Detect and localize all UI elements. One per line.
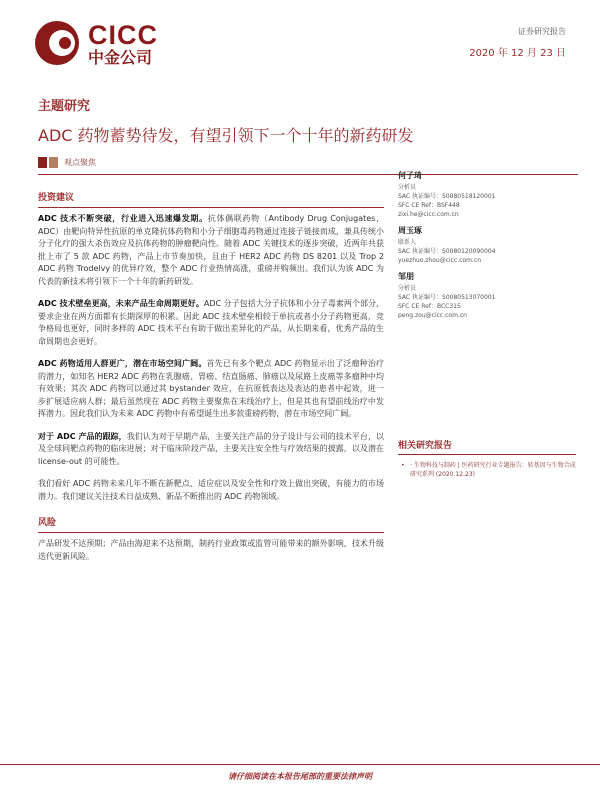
analyst-sac: SAC 执证编号：S0080513070001 bbox=[398, 294, 496, 301]
paragraph-4-lead: 对于 ADC 产品的跟踪， bbox=[38, 431, 127, 441]
investment-heading: 投资建议 bbox=[38, 193, 75, 203]
logo-text-cn: 中金公司 bbox=[88, 48, 153, 67]
risk-rule bbox=[38, 532, 384, 533]
risk-paragraph: 产品研发不达预期；产品由海迎来不达预期，制药行业政策或监管可能带来的额外影响，技术升级迭代更新风险。 bbox=[38, 539, 384, 561]
paragraph-1-lead: ADC 技术不断突破，行业进入迅速爆发期。 bbox=[38, 214, 208, 223]
analyst-role: 分析员 bbox=[398, 184, 417, 191]
side-spacer bbox=[398, 326, 576, 438]
paragraph-4 bbox=[38, 431, 384, 469]
related-reports-heading: 相关研究报告 bbox=[398, 441, 453, 451]
report-type: 证券研究报告 bbox=[518, 27, 566, 36]
report-title: ADC 药物蓄势待发，有望引领下一个十年的新药研发 bbox=[38, 126, 414, 145]
related-rule bbox=[398, 454, 576, 455]
analyst-sfc: SFC CE Ref：BCC315 bbox=[398, 303, 461, 310]
analyst-email[interactable]: zixi.he@cicc.com.cn bbox=[398, 211, 459, 218]
report-date: 2020 年 12 月 23 日 bbox=[469, 48, 566, 59]
analyst-sac: SAC 执证编号：S0080120090004 bbox=[398, 248, 496, 255]
analyst-card bbox=[398, 271, 576, 320]
analyst-column bbox=[398, 170, 576, 479]
paragraph-1 bbox=[38, 213, 384, 288]
analyst-email[interactable]: peng.zou@cicc.com.cn bbox=[398, 312, 467, 319]
report-category: 主题研究 bbox=[38, 99, 91, 114]
paragraph-3 bbox=[38, 358, 384, 421]
tag-marker-dark bbox=[38, 157, 47, 168]
legal-notice: 请仔细阅读在本报告尾部的重要法律声明 bbox=[228, 772, 372, 781]
analyst-name: 何子琦 bbox=[398, 171, 422, 180]
tag-label: 观点聚焦 bbox=[64, 158, 96, 167]
paragraph-3-lead: ADC 药物适用人群更广，潜在市场空间广阔。 bbox=[38, 359, 207, 368]
analyst-role: 分析员 bbox=[398, 285, 417, 292]
footer-divider bbox=[0, 764, 600, 765]
paragraph-4-body: 我们认为对于早期产品，主要关注产品的分子设计与公司的技术平台，以及全球同靶点药物的临床进展；对于临床阶段产品，主要关注安全性与疗效结果的披露，以及潜在 license-out 的可能性。 bbox=[38, 431, 384, 466]
analyst-sac: SAC 执证编号：S0080518120001 bbox=[398, 193, 496, 200]
paragraph-2-lead: ADC 技术壁垒更高，未来产品生命周期更好。 bbox=[38, 299, 204, 308]
analyst-card bbox=[398, 225, 576, 265]
logo-text-en: CICC bbox=[88, 20, 158, 50]
analyst-card bbox=[398, 170, 576, 219]
analyst-name: 周玉琢 bbox=[398, 226, 422, 235]
analyst-name: 邹朋 bbox=[398, 272, 414, 281]
paragraph-3-body: 首先已有多个靶点 ADC 药物显示出了泛瘤种治疗的潜力，如知名 HER2 ADC 药物在乳腺癌、胃癌、结直肠癌、肺癌以及尿路上皮癌等多瘤种中均有效果；其次 ADC 药物可以通过其 bystander 效应，在抗原低表达及表达的患者中起效，进一步扩展适应病人群；最后虽然现在 ADC 药物主要聚焦在末线治疗上，但是其也有望前线治疗中发挥潜力。因此我们认为未来 ADC 药物中有希望诞生出多款重磅药物，潜在市场空间广阔。 bbox=[38, 359, 384, 418]
heading-rule bbox=[38, 207, 384, 208]
cicc-logo-icon bbox=[34, 20, 80, 66]
paragraph-1-body: 抗体偶联药物（Antibody Drug Conjugates，ADC）由靶向特异性抗原的单克隆抗体药物和小分子细胞毒药物通过连接子链接而成，兼具传统小分子化疗的强大杀伤效应及抗体药物的肿瘤靶向性。随着 ADC 关键技术的逐步突破，近两年共获批上市了 5 款 ADC 药物，产品上市节奏加快，且由于 HER2 ADC 药物 DS 8201 以及 Trop 2 ADC 药物 Trodelvy 的优异疗效，整个 ADC 行业热情高涨，重磅并购频出。我们认为该 ADC 为代表的新技术将引领下一个十年的新药研发。 bbox=[38, 214, 385, 286]
paragraph-2-body: ADC 分子包括大分子抗体和小分子毒素两个部分，要求企业在两方面都有长期深厚的积累。因此 ADC 技术壁垒相较于单抗或者小分子药物更高，竞争格局也更好，同时多样的 ADC 技术平台有助于做出差异化的产品，从长期来看，优秀产品的生命周期也会更好。 bbox=[38, 299, 384, 346]
main-column bbox=[38, 190, 384, 573]
paragraph-5: 我们看好 ADC 药物未来几年不断在新靶点、适应症以及安全性和疗效上做出突破，有能力的市场潜力。我们建议关注技术日益成熟、新品不断推出的 ADC 药物领域。 bbox=[38, 479, 384, 501]
analyst-role: 联系人 bbox=[398, 239, 417, 246]
analyst-sfc: SFC CE Ref：BSF448 bbox=[398, 202, 460, 209]
related-report-link[interactable]: • · 生物科技与制药 | 医药研究行业专题报告：转基因与生物合成研究系列 (2020.12.23) bbox=[398, 461, 576, 479]
analyst-email[interactable]: yuezhuo.zhou@cicc.com.cn bbox=[398, 257, 481, 264]
tag-marker-light bbox=[49, 157, 58, 168]
risk-heading: 风险 bbox=[38, 518, 57, 528]
paragraph-2 bbox=[38, 298, 384, 348]
